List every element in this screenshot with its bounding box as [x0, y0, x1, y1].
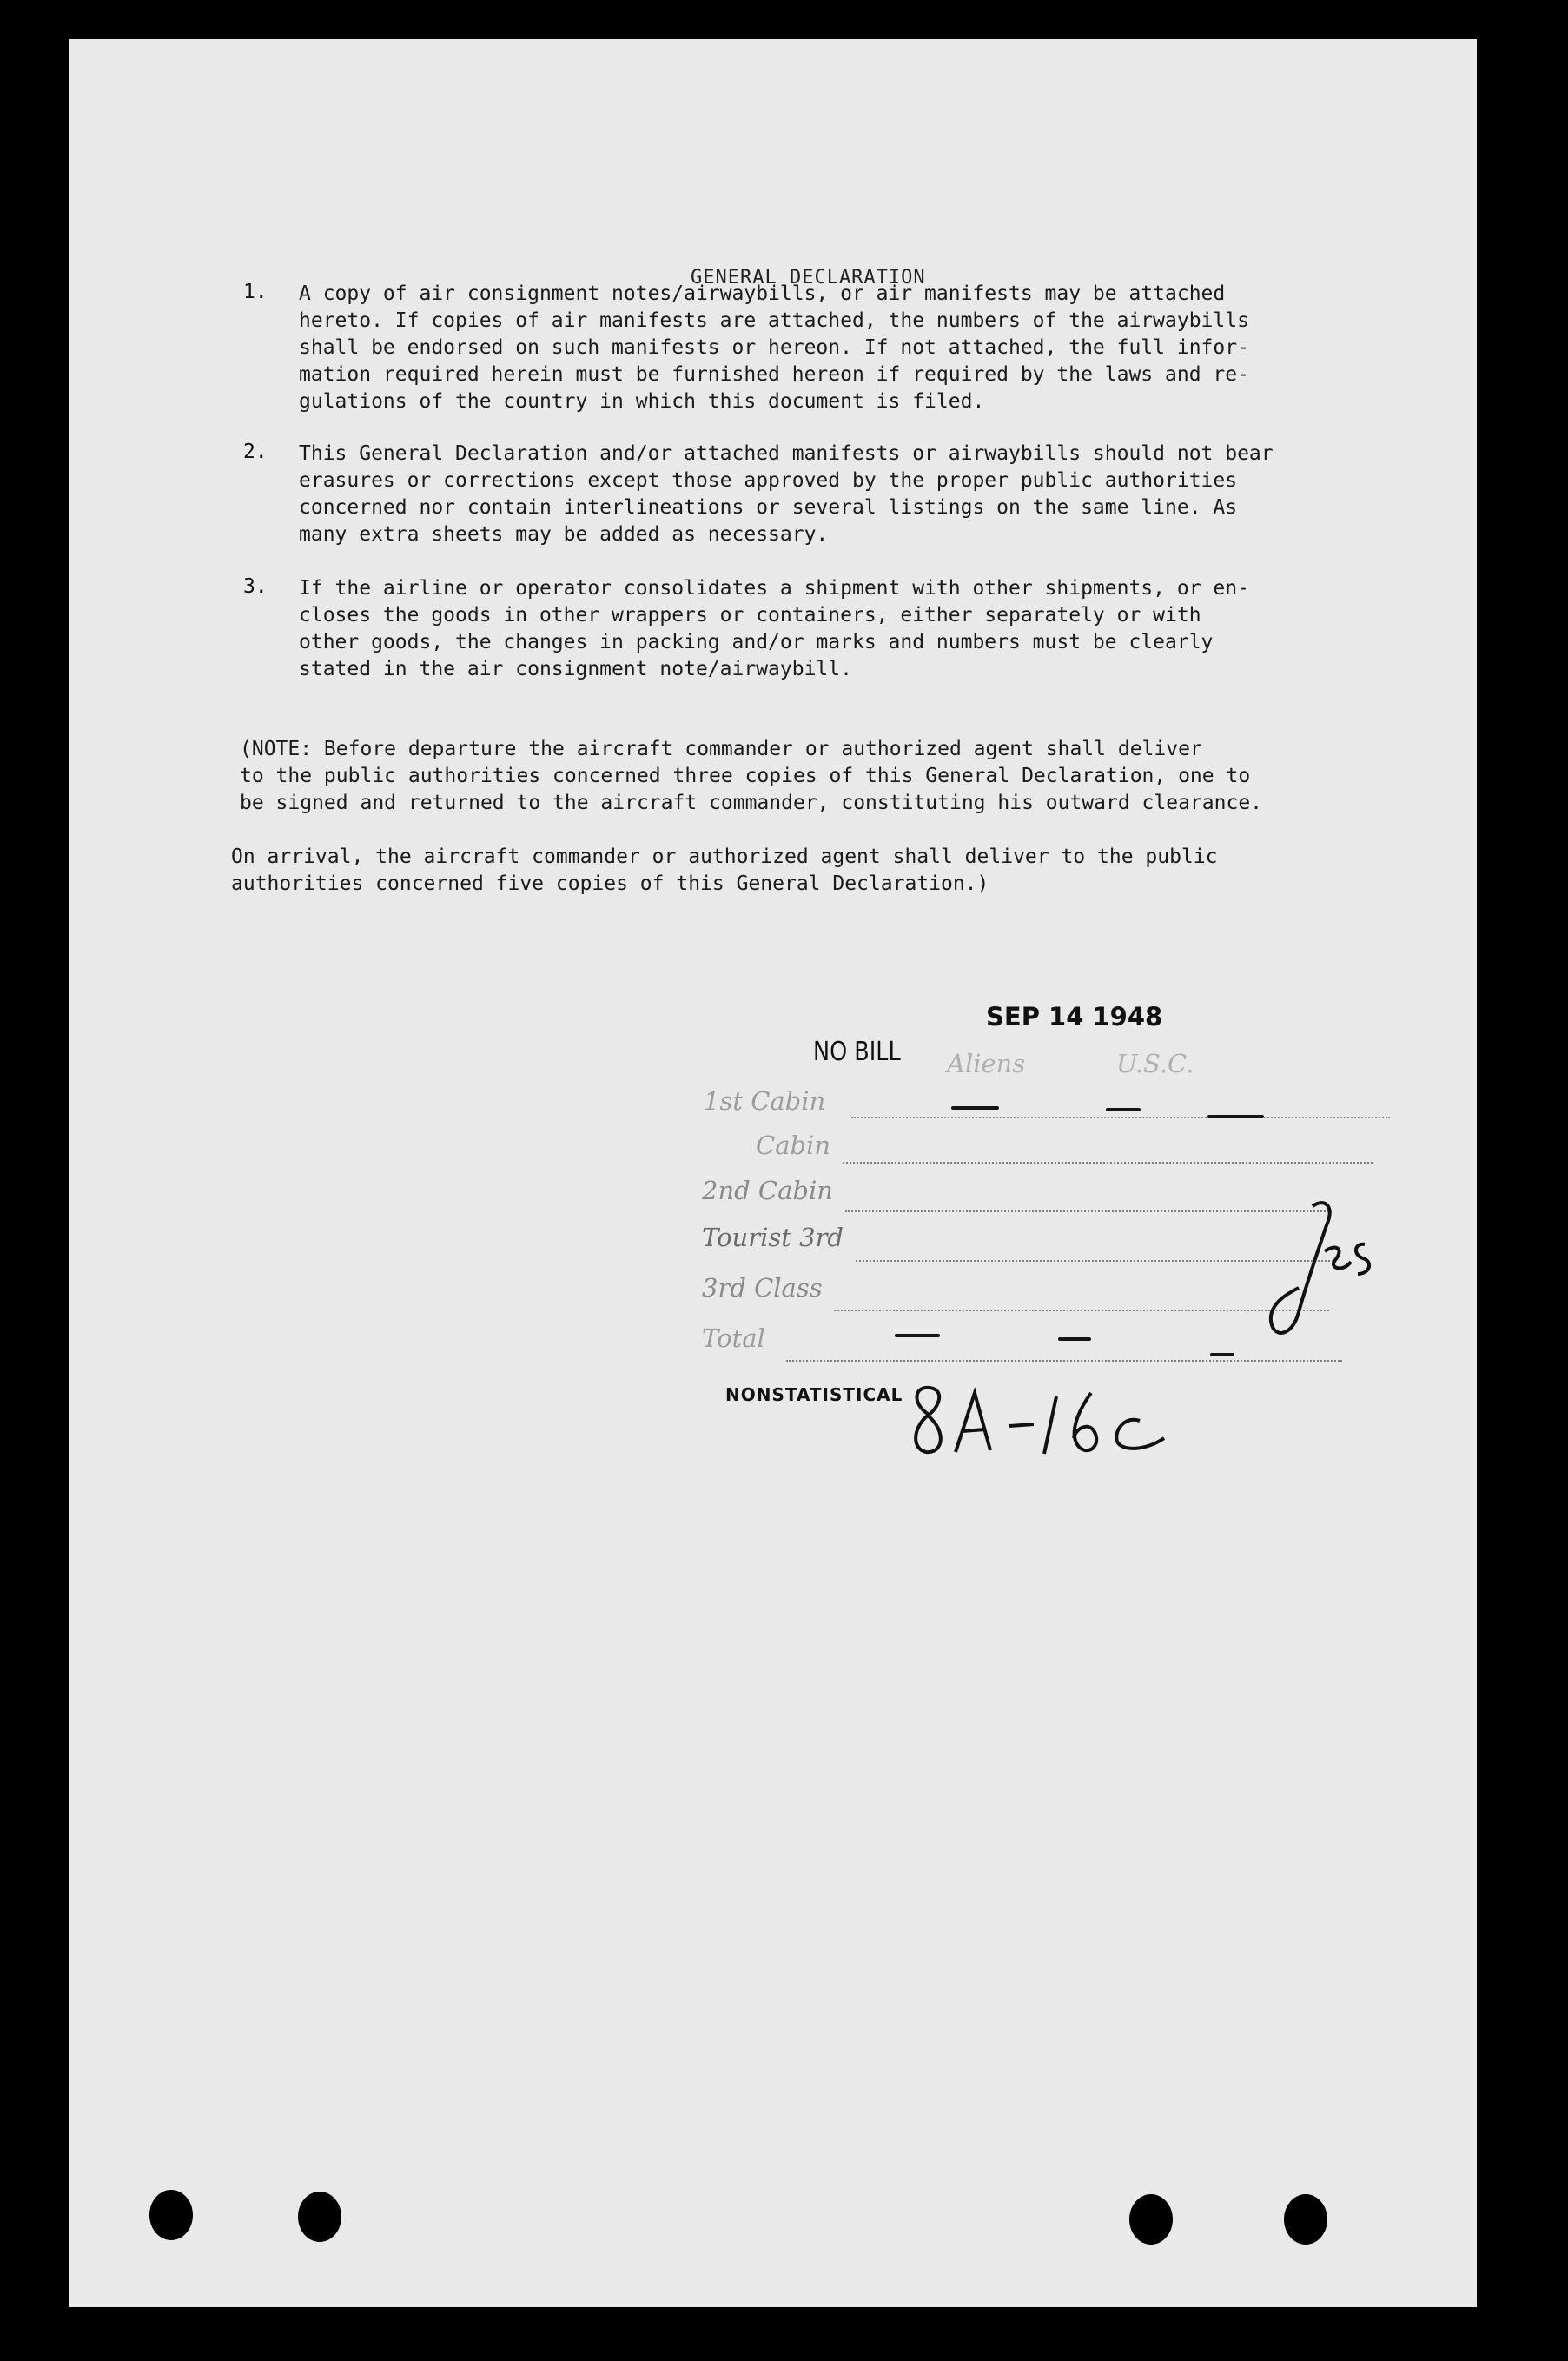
punch-hole	[298, 2192, 341, 2242]
item-text: If the airline or operator consolidates a shipment with other shipments, or en- closes the goods in other wrappers or containers, either separately or with other goods, the changes in packing and/or marks and numbers must be clearly stated in the air consignment note/airwaybill.	[299, 577, 1249, 680]
document-title: GENERAL DECLARATION	[691, 267, 926, 288]
field-line	[845, 1210, 1332, 1212]
dash-mark	[951, 1106, 999, 1110]
field-line	[856, 1260, 1333, 1262]
punch-hole	[149, 2190, 193, 2240]
handwritten-code	[895, 1377, 1173, 1473]
no-bill-stamp: NO BILL	[813, 1037, 901, 1067]
item-text: This General Declaration and/or attached manifests or airwaybills should not bear erasures or corrections except those approved by the proper public authorities concerned nor contain interlineations or several listings on the same line. As many extra sheets may be added as necessary.	[299, 442, 1274, 546]
stamp-field-1st-cabin: 1st Cabin	[704, 1086, 826, 1116]
handwritten-initials	[1264, 1190, 1386, 1356]
punch-hole	[1129, 2194, 1173, 2245]
field-line	[851, 1117, 1390, 1118]
stamp-field-cabin: Cabin	[756, 1131, 830, 1160]
dash-mark	[1106, 1108, 1141, 1111]
item-number: 1.	[243, 281, 268, 303]
item-number: 2.	[243, 441, 268, 463]
field-line	[786, 1360, 1342, 1362]
item-text: A copy of air consignment notes/airwaybills, or air manifests may be attached hereto. If copies of air manifests are attached, the numbers of the airwaybills shall be endorsed on such manifests or hereon. If not attached, the full infor- mation required herein must be furnished hereon if required by the laws and re- gulations of the country in which this document is filed.	[299, 282, 1249, 413]
stamp-date: SEP 14 1948	[986, 1002, 1163, 1031]
stamp-field-total: Total	[702, 1323, 765, 1353]
item-number: 3.	[243, 575, 268, 598]
dash-mark	[895, 1334, 940, 1337]
stamp-header-usc: U.S.C.	[1116, 1049, 1194, 1078]
dash-mark	[1058, 1337, 1091, 1341]
nonstatistical-stamp: NONSTATISTICAL	[725, 1384, 903, 1405]
dash-mark	[1210, 1353, 1234, 1356]
field-line	[843, 1162, 1373, 1164]
stamp-header-aliens: Aliens	[947, 1049, 1026, 1078]
note-paragraph: (NOTE: Before departure the aircraft commander or authorized agent shall deliver to the public authorities concerned three copies of this General Declaration, one to be signed and returned to the aircraft commander, constituting his outward clearance.	[240, 738, 1263, 814]
dash-mark	[1207, 1115, 1264, 1118]
stamp-field-2nd-cabin: 2nd Cabin	[702, 1176, 833, 1205]
document-page	[69, 39, 1477, 2307]
stamp-field-tourist-3rd: Tourist 3rd	[702, 1223, 844, 1252]
stamp-field-3rd-class: 3rd Class	[702, 1273, 823, 1303]
arrival-paragraph: On arrival, the aircraft commander or authorized agent shall deliver to the public authorities concerned five copies of this General Declaration.)	[231, 846, 1218, 895]
punch-hole	[1284, 2194, 1327, 2245]
field-line	[834, 1310, 1329, 1311]
